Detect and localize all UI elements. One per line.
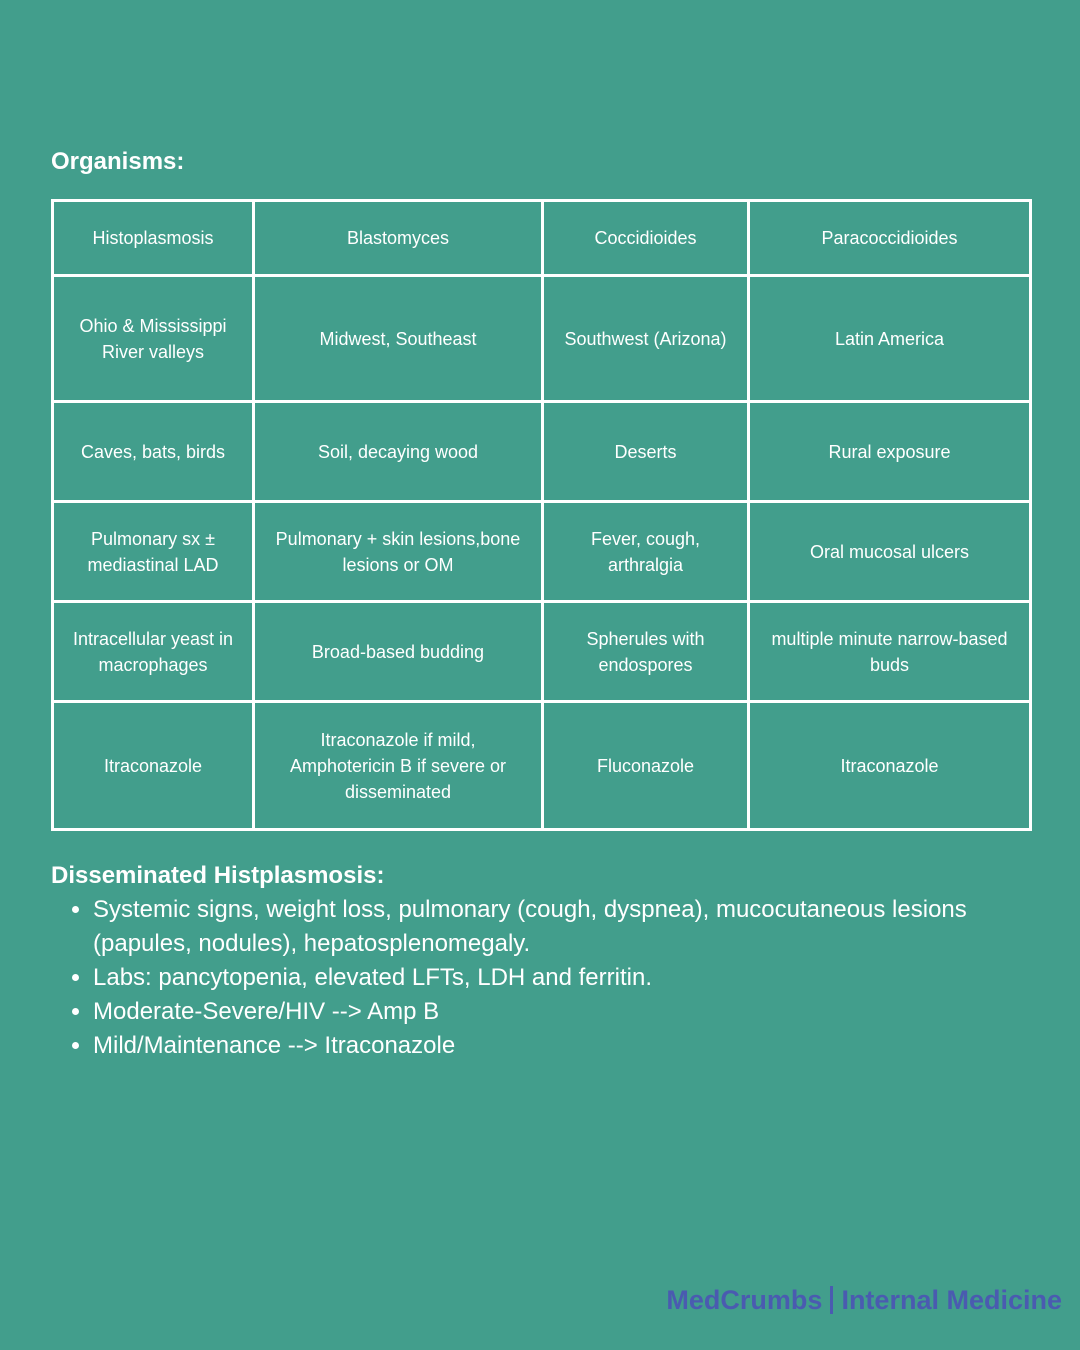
table-cell: Paracoccidioides <box>749 201 1031 276</box>
table-cell: Histoplasmosis <box>53 201 254 276</box>
table-cell: Pulmonary + skin lesions,bone lesions or OM <box>254 502 543 602</box>
table-cell: Spherules with endospores <box>543 602 749 702</box>
table-cell: Midwest, Southeast <box>254 276 543 402</box>
table-cell: Intracellular yeast in macrophages <box>53 602 254 702</box>
table-cell: Deserts <box>543 402 749 502</box>
table-cell: Soil, decaying wood <box>254 402 543 502</box>
table-row <box>53 602 1031 702</box>
list-item: • Mild/Maintenance --> Itraconazole <box>93 1029 1053 1063</box>
table-cell: Itraconazole <box>749 702 1031 830</box>
table-cell: Oral mucosal ulcers <box>749 502 1031 602</box>
organisms-title: Organisms: <box>51 148 185 175</box>
table-row <box>53 702 1031 830</box>
disseminated-list <box>51 893 1053 1063</box>
table-cell: Itraconazole <box>53 702 254 830</box>
table-cell: Blastomyces <box>254 201 543 276</box>
table-cell: multiple minute narrow-based buds <box>749 602 1031 702</box>
table-cell: Southwest (Arizona) <box>543 276 749 402</box>
disseminated-title: Disseminated Histplasmosis: <box>51 862 385 889</box>
table-cell: Coccidioides <box>543 201 749 276</box>
table-cell: Broad-based budding <box>254 602 543 702</box>
table-cell: Caves, bats, birds <box>53 402 254 502</box>
table-row <box>53 402 1031 502</box>
table-cell: Fluconazole <box>543 702 749 830</box>
table-header-row <box>53 201 1031 276</box>
table-cell: Rural exposure <box>749 402 1031 502</box>
list-item: • Moderate-Severe/HIV --> Amp B <box>93 995 1053 1029</box>
table-cell: Fever, cough, arthralgia <box>543 502 749 602</box>
table-cell: Latin America <box>749 276 1031 402</box>
brand-divider <box>830 1286 833 1314</box>
brand-footer <box>666 1283 1062 1317</box>
list-item: • Systemic signs, weight loss, pulmonary (cough, dyspnea), mucocutaneous lesions (papules, nodules), hepatosplenomegaly. <box>93 893 1053 961</box>
brand-section: Internal Medicine <box>841 1285 1062 1315</box>
list-item: • Labs: pancytopenia, elevated LFTs, LDH and ferritin. <box>93 961 1053 995</box>
organisms-table <box>51 199 1032 831</box>
table-cell: Ohio & Mississippi River valleys <box>53 276 254 402</box>
table-row <box>53 276 1031 402</box>
table-cell: Pulmonary sx ± mediastinal LAD <box>53 502 254 602</box>
brand-name: MedCrumbs <box>666 1285 823 1315</box>
table-row <box>53 502 1031 602</box>
table-cell: Itraconazole if mild, Amphotericin B if severe or disseminated <box>254 702 543 830</box>
